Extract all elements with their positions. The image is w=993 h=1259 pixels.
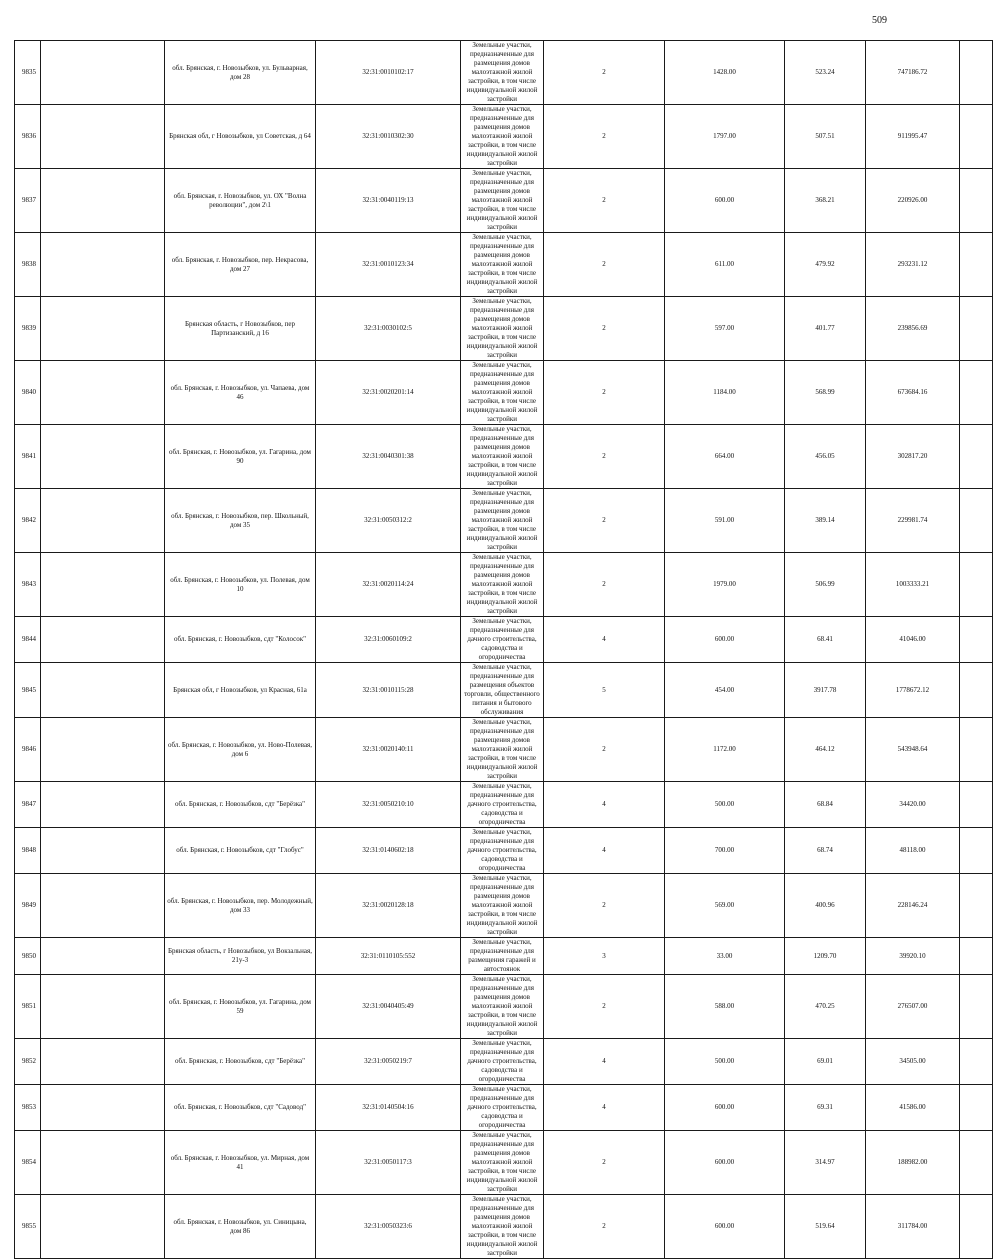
address-cell: Брянская область, г Новозыбков, пер Партизанский, д 16 xyxy=(165,297,316,361)
specific-value-cell: 479.92 xyxy=(785,233,866,297)
cadastral-value-cell: 543948.64 xyxy=(866,718,960,782)
cadastral-number-cell: 32:31:0020128:18 xyxy=(316,874,461,938)
address-cell: обл. Брянская, г. Новозыбков, сдт "Берёзка" xyxy=(165,1039,316,1085)
land-use-cell: Земельные участки, предназначенные для размещения домов малоэтажной жилой застройки, в том числе индивидуальной жилой застройки xyxy=(461,425,544,489)
area-cell: 569.00 xyxy=(665,874,785,938)
table-row xyxy=(15,1195,993,1259)
table-row xyxy=(15,617,993,663)
cadastral-number-cell: 32:31:0140602:18 xyxy=(316,828,461,874)
row-number-cell: 9853 xyxy=(15,1085,41,1131)
blank-cell xyxy=(960,361,993,425)
cadastral-value-cell: 311784.00 xyxy=(866,1195,960,1259)
group-cell: 2 xyxy=(544,489,665,553)
address-cell: обл. Брянская, г. Новозыбков, ул. ОХ "Волна революции", дом 2\1 xyxy=(165,169,316,233)
blank-cell xyxy=(960,425,993,489)
table-row xyxy=(15,297,993,361)
table-row xyxy=(15,105,993,169)
address-cell: обл. Брянская, г. Новозыбков, ул. Мирная, дом 41 xyxy=(165,1131,316,1195)
blank-cell xyxy=(41,489,165,553)
cadastral-number-cell: 32:31:0040119:13 xyxy=(316,169,461,233)
address-cell: обл. Брянская, г. Новозыбков, ул. Гагарина, дом 59 xyxy=(165,975,316,1039)
specific-value-cell: 400.96 xyxy=(785,874,866,938)
blank-cell xyxy=(960,782,993,828)
area-cell: 664.00 xyxy=(665,425,785,489)
table-body xyxy=(15,41,993,1259)
land-use-cell: Земельные участки, предназначенные для размещения домов малоэтажной жилой застройки, в том числе индивидуальной жилой застройки xyxy=(461,297,544,361)
table-row xyxy=(15,874,993,938)
specific-value-cell: 314.97 xyxy=(785,1131,866,1195)
address-cell: обл. Брянская, г. Новозыбков, ул. Ново-Полевая, дом 6 xyxy=(165,718,316,782)
blank-cell xyxy=(960,105,993,169)
specific-value-cell: 401.77 xyxy=(785,297,866,361)
blank-cell xyxy=(41,617,165,663)
land-use-cell: Земельные участки, предназначенные для дачного строительства, садоводства и огородничества xyxy=(461,617,544,663)
blank-cell xyxy=(960,169,993,233)
cadastral-number-cell: 32:31:0050210:10 xyxy=(316,782,461,828)
blank-cell xyxy=(41,828,165,874)
row-number-cell: 9840 xyxy=(15,361,41,425)
address-cell: обл. Брянская, г. Новозыбков, ул. Полевая, дом 10 xyxy=(165,553,316,617)
cadastral-number-cell: 32:31:0110105:552 xyxy=(316,938,461,975)
row-number-cell: 9852 xyxy=(15,1039,41,1085)
cadastral-number-cell: 32:31:0060109:2 xyxy=(316,617,461,663)
blank-cell xyxy=(41,233,165,297)
area-cell: 600.00 xyxy=(665,1131,785,1195)
table-row xyxy=(15,938,993,975)
address-cell: обл. Брянская, г. Новозыбков, ул. Бульварная, дом 28 xyxy=(165,41,316,105)
land-use-cell: Земельные участки, предназначенные для дачного строительства, садоводства и огородничества xyxy=(461,782,544,828)
blank-cell xyxy=(41,553,165,617)
group-cell: 2 xyxy=(544,874,665,938)
cadastral-value-cell: 188982.00 xyxy=(866,1131,960,1195)
land-use-cell: Земельные участки, предназначенные для дачного строительства, садоводства и огородничества xyxy=(461,1085,544,1131)
blank-cell xyxy=(960,233,993,297)
group-cell: 2 xyxy=(544,169,665,233)
blank-cell xyxy=(960,1195,993,1259)
area-cell: 1797.00 xyxy=(665,105,785,169)
table-row xyxy=(15,233,993,297)
group-cell: 4 xyxy=(544,782,665,828)
row-number-cell: 9848 xyxy=(15,828,41,874)
specific-value-cell: 69.31 xyxy=(785,1085,866,1131)
cadastral-value-cell: 34420.00 xyxy=(866,782,960,828)
blank-cell xyxy=(960,975,993,1039)
blank-cell xyxy=(41,41,165,105)
blank-cell xyxy=(41,1085,165,1131)
table-row xyxy=(15,553,993,617)
cadastral-value-cell: 1778672.12 xyxy=(866,663,960,718)
cadastral-number-cell: 32:31:0030102:5 xyxy=(316,297,461,361)
area-cell: 1172.00 xyxy=(665,718,785,782)
address-cell: Брянская обл, г Новозыбков, ул Советская, д 64 xyxy=(165,105,316,169)
cadastral-value-cell: 276507.00 xyxy=(866,975,960,1039)
cadastral-value-cell: 48118.00 xyxy=(866,828,960,874)
cadastral-value-cell: 747186.72 xyxy=(866,41,960,105)
area-cell: 33.00 xyxy=(665,938,785,975)
area-cell: 600.00 xyxy=(665,617,785,663)
blank-cell xyxy=(960,874,993,938)
area-cell: 1184.00 xyxy=(665,361,785,425)
cadastral-value-cell: 673684.16 xyxy=(866,361,960,425)
land-use-cell: Земельные участки, предназначенные для размещения домов малоэтажной жилой застройки, в том числе индивидуальной жилой застройки xyxy=(461,489,544,553)
land-use-cell: Земельные участки, предназначенные для размещения домов малоэтажной жилой застройки, в том числе индивидуальной жилой застройки xyxy=(461,41,544,105)
cadastral-value-cell: 1003333.21 xyxy=(866,553,960,617)
land-use-cell: Земельные участки, предназначенные для размещения домов малоэтажной жилой застройки, в том числе индивидуальной жилой застройки xyxy=(461,361,544,425)
blank-cell xyxy=(960,718,993,782)
cadastral-value-cell: 39920.10 xyxy=(866,938,960,975)
group-cell: 4 xyxy=(544,617,665,663)
blank-cell xyxy=(41,169,165,233)
land-use-cell: Земельные участки, предназначенные для размещения домов малоэтажной жилой застройки, в том числе индивидуальной жилой застройки xyxy=(461,233,544,297)
group-cell: 2 xyxy=(544,1131,665,1195)
land-use-cell: Земельные участки, предназначенные для размещения домов малоэтажной жилой застройки, в том числе индивидуальной жилой застройки xyxy=(461,553,544,617)
address-cell: обл. Брянская, г. Новозыбков, сдт "Садовод" xyxy=(165,1085,316,1131)
row-number-cell: 9849 xyxy=(15,874,41,938)
specific-value-cell: 456.05 xyxy=(785,425,866,489)
cadastral-number-cell: 32:31:0140504:16 xyxy=(316,1085,461,1131)
specific-value-cell: 368.21 xyxy=(785,169,866,233)
area-cell: 597.00 xyxy=(665,297,785,361)
address-cell: обл. Брянская, г. Новозыбков, пер. Молодежный, дом 33 xyxy=(165,874,316,938)
specific-value-cell: 507.51 xyxy=(785,105,866,169)
land-use-cell: Земельные участки, предназначенные для размещения домов малоэтажной жилой застройки, в том числе индивидуальной жилой застройки xyxy=(461,718,544,782)
table-row xyxy=(15,361,993,425)
specific-value-cell: 523.24 xyxy=(785,41,866,105)
cadastral-number-cell: 32:31:0050323:6 xyxy=(316,1195,461,1259)
specific-value-cell: 519.64 xyxy=(785,1195,866,1259)
blank-cell xyxy=(960,1131,993,1195)
address-cell: обл. Брянская, г. Новозыбков, сдт "Глобус" xyxy=(165,828,316,874)
cadastral-number-cell: 32:31:0050219:7 xyxy=(316,1039,461,1085)
specific-value-cell: 69.01 xyxy=(785,1039,866,1085)
group-cell: 2 xyxy=(544,425,665,489)
blank-cell xyxy=(960,938,993,975)
area-cell: 600.00 xyxy=(665,1085,785,1131)
blank-cell xyxy=(960,1039,993,1085)
land-use-cell: Земельные участки, предназначенные для размещения домов малоэтажной жилой застройки, в том числе индивидуальной жилой застройки xyxy=(461,169,544,233)
group-cell: 2 xyxy=(544,718,665,782)
row-number-cell: 9838 xyxy=(15,233,41,297)
group-cell: 2 xyxy=(544,297,665,361)
blank-cell xyxy=(960,663,993,718)
cadastral-value-cell: 239856.69 xyxy=(866,297,960,361)
blank-cell xyxy=(41,782,165,828)
blank-cell xyxy=(960,1085,993,1131)
row-number-cell: 9847 xyxy=(15,782,41,828)
row-number-cell: 9835 xyxy=(15,41,41,105)
row-number-cell: 9841 xyxy=(15,425,41,489)
table-row xyxy=(15,782,993,828)
cadastral-number-cell: 32:31:0020114:24 xyxy=(316,553,461,617)
area-cell: 591.00 xyxy=(665,489,785,553)
table-row xyxy=(15,1039,993,1085)
area-cell: 588.00 xyxy=(665,975,785,1039)
blank-cell xyxy=(41,938,165,975)
blank-cell xyxy=(41,718,165,782)
table-row xyxy=(15,489,993,553)
cadastral-number-cell: 32:31:0010115:28 xyxy=(316,663,461,718)
land-use-cell: Земельные участки, предназначенные для размещения домов малоэтажной жилой застройки, в том числе индивидуальной жилой застройки xyxy=(461,975,544,1039)
blank-cell xyxy=(960,489,993,553)
cadastral-number-cell: 32:31:0050312:2 xyxy=(316,489,461,553)
row-number-cell: 9845 xyxy=(15,663,41,718)
table-row xyxy=(15,975,993,1039)
group-cell: 5 xyxy=(544,663,665,718)
address-cell: Брянская обл, г Новозыбков, ул Красная, 61а xyxy=(165,663,316,718)
group-cell: 4 xyxy=(544,828,665,874)
table-row xyxy=(15,425,993,489)
cadastral-number-cell: 32:31:0020140:11 xyxy=(316,718,461,782)
specific-value-cell: 470.25 xyxy=(785,975,866,1039)
address-cell: обл. Брянская, г. Новозыбков, сдт "Берёзка" xyxy=(165,782,316,828)
specific-value-cell: 568.99 xyxy=(785,361,866,425)
row-number-cell: 9846 xyxy=(15,718,41,782)
area-cell: 600.00 xyxy=(665,1195,785,1259)
area-cell: 500.00 xyxy=(665,782,785,828)
blank-cell xyxy=(41,1131,165,1195)
cadastral-number-cell: 32:31:0010302:30 xyxy=(316,105,461,169)
cadastral-value-cell: 34505.00 xyxy=(866,1039,960,1085)
row-number-cell: 9836 xyxy=(15,105,41,169)
row-number-cell: 9850 xyxy=(15,938,41,975)
specific-value-cell: 506.99 xyxy=(785,553,866,617)
area-cell: 1979.00 xyxy=(665,553,785,617)
group-cell: 4 xyxy=(544,1085,665,1131)
specific-value-cell: 3917.78 xyxy=(785,663,866,718)
land-use-cell: Земельные участки, предназначенные для размещения домов малоэтажной жилой застройки, в том числе индивидуальной жилой застройки xyxy=(461,874,544,938)
group-cell: 2 xyxy=(544,553,665,617)
blank-cell xyxy=(960,828,993,874)
specific-value-cell: 68.41 xyxy=(785,617,866,663)
blank-cell xyxy=(41,1039,165,1085)
area-cell: 1428.00 xyxy=(665,41,785,105)
row-number-cell: 9843 xyxy=(15,553,41,617)
cadastral-value-cell: 228146.24 xyxy=(866,874,960,938)
row-number-cell: 9844 xyxy=(15,617,41,663)
table-row xyxy=(15,41,993,105)
cadastral-value-table xyxy=(14,40,993,1259)
address-cell: обл. Брянская, г. Новозыбков, пер. Школьный, дом 35 xyxy=(165,489,316,553)
cadastral-number-cell: 32:31:0040301:38 xyxy=(316,425,461,489)
table-row xyxy=(15,828,993,874)
area-cell: 600.00 xyxy=(665,169,785,233)
area-cell: 700.00 xyxy=(665,828,785,874)
land-use-cell: Земельные участки, предназначенные для дачного строительства, садоводства и огородничества xyxy=(461,828,544,874)
land-use-cell: Земельные участки, предназначенные для размещения домов малоэтажной жилой застройки, в том числе индивидуальной жилой застройки xyxy=(461,1131,544,1195)
blank-cell xyxy=(41,874,165,938)
cadastral-value-cell: 302817.20 xyxy=(866,425,960,489)
blank-cell xyxy=(41,361,165,425)
blank-cell xyxy=(41,975,165,1039)
area-cell: 611.00 xyxy=(665,233,785,297)
specific-value-cell: 68.74 xyxy=(785,828,866,874)
blank-cell xyxy=(960,617,993,663)
group-cell: 4 xyxy=(544,1039,665,1085)
address-cell: обл. Брянская, г. Новозыбков, ул. Синицына, дом 86 xyxy=(165,1195,316,1259)
cadastral-number-cell: 32:31:0050117:3 xyxy=(316,1131,461,1195)
specific-value-cell: 1209.70 xyxy=(785,938,866,975)
cadastral-number-cell: 32:31:0040405:49 xyxy=(316,975,461,1039)
cadastral-number-cell: 32:31:0010123:34 xyxy=(316,233,461,297)
land-use-cell: Земельные участки, предназначенные для размещения домов малоэтажной жилой застройки, в том числе индивидуальной жилой застройки xyxy=(461,1195,544,1259)
blank-cell xyxy=(41,297,165,361)
row-number-cell: 9839 xyxy=(15,297,41,361)
row-number-cell: 9854 xyxy=(15,1131,41,1195)
blank-cell xyxy=(41,105,165,169)
group-cell: 2 xyxy=(544,233,665,297)
page-number: 509 xyxy=(872,15,887,26)
row-number-cell: 9842 xyxy=(15,489,41,553)
table-row xyxy=(15,1131,993,1195)
specific-value-cell: 68.84 xyxy=(785,782,866,828)
table-row xyxy=(15,1085,993,1131)
row-number-cell: 9837 xyxy=(15,169,41,233)
group-cell: 3 xyxy=(544,938,665,975)
cadastral-value-cell: 911995.47 xyxy=(866,105,960,169)
specific-value-cell: 464.12 xyxy=(785,718,866,782)
row-number-cell: 9851 xyxy=(15,975,41,1039)
group-cell: 2 xyxy=(544,105,665,169)
group-cell: 2 xyxy=(544,41,665,105)
cadastral-value-cell: 41046.00 xyxy=(866,617,960,663)
blank-cell xyxy=(41,663,165,718)
land-use-cell: Земельные участки, предназначенные для размещения гаражей и автостоянок xyxy=(461,938,544,975)
group-cell: 2 xyxy=(544,361,665,425)
blank-cell xyxy=(960,297,993,361)
land-use-cell: Земельные участки, предназначенные для размещения объектов торговли, общественного питания и бытового обслуживания xyxy=(461,663,544,718)
address-cell: обл. Брянская, г. Новозыбков, сдт "Колосок" xyxy=(165,617,316,663)
table-row xyxy=(15,718,993,782)
cadastral-value-cell: 229981.74 xyxy=(866,489,960,553)
cadastral-value-cell: 220926.00 xyxy=(866,169,960,233)
area-cell: 454.00 xyxy=(665,663,785,718)
specific-value-cell: 389.14 xyxy=(785,489,866,553)
area-cell: 500.00 xyxy=(665,1039,785,1085)
address-cell: обл. Брянская, г. Новозыбков, ул. Гагарина, дом 90 xyxy=(165,425,316,489)
land-use-cell: Земельные участки, предназначенные для дачного строительства, садоводства и огородничества xyxy=(461,1039,544,1085)
group-cell: 2 xyxy=(544,1195,665,1259)
table-row xyxy=(15,169,993,233)
blank-cell xyxy=(960,41,993,105)
address-cell: обл. Брянская, г. Новозыбков, пер. Некрасова, дом 27 xyxy=(165,233,316,297)
group-cell: 2 xyxy=(544,975,665,1039)
blank-cell xyxy=(41,425,165,489)
address-cell: Брянская область, г Новозыбков, ул Вокзальная, 21у-3 xyxy=(165,938,316,975)
land-use-cell: Земельные участки, предназначенные для размещения домов малоэтажной жилой застройки, в том числе индивидуальной жилой застройки xyxy=(461,105,544,169)
cadastral-number-cell: 32:31:0010102:17 xyxy=(316,41,461,105)
blank-cell xyxy=(41,1195,165,1259)
row-number-cell: 9855 xyxy=(15,1195,41,1259)
address-cell: обл. Брянская, г. Новозыбков, ул. Чапаева, дом 46 xyxy=(165,361,316,425)
cadastral-value-cell: 41586.00 xyxy=(866,1085,960,1131)
table-row xyxy=(15,663,993,718)
cadastral-number-cell: 32:31:0020201:14 xyxy=(316,361,461,425)
cadastral-value-cell: 293231.12 xyxy=(866,233,960,297)
blank-cell xyxy=(960,553,993,617)
